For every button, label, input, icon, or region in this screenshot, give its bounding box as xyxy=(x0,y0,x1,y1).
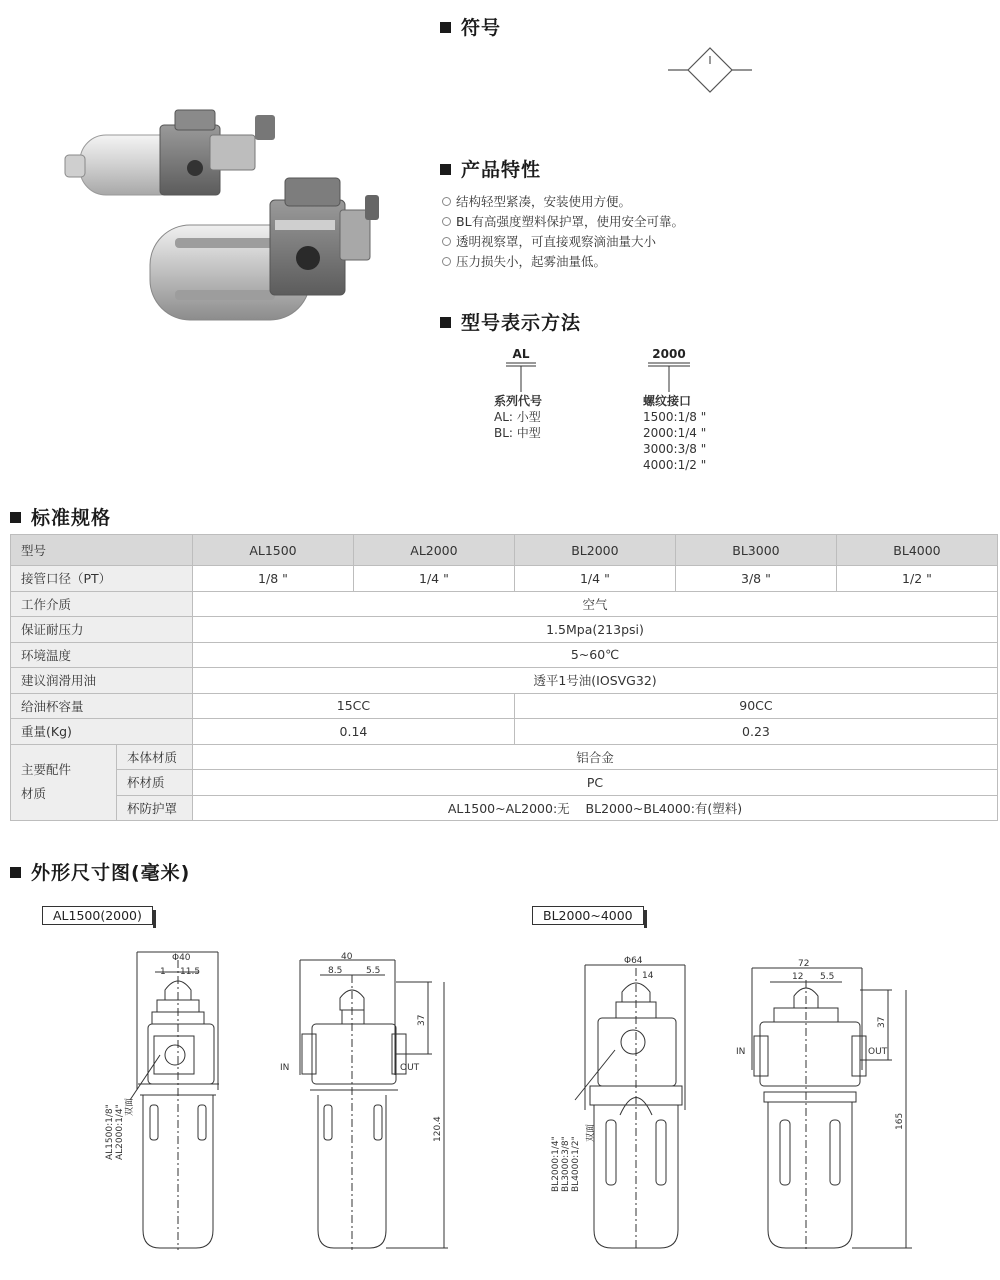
feature-item: 结构轻型紧凑，安装使用方便。 xyxy=(442,192,631,210)
ring-bullet-icon xyxy=(442,257,451,266)
material-label-line: 主要配件 xyxy=(21,762,72,778)
bullet-square-icon xyxy=(10,512,21,523)
bl-drawing-title: BL2000~4000 xyxy=(532,906,644,925)
al-front-dia: Φ40 xyxy=(172,953,191,963)
table-cell: PC xyxy=(193,770,998,796)
small-lubricator-image xyxy=(65,110,275,195)
table-cell: AL1500~AL2000:无 BL2000~BL4000:有(塑料) xyxy=(193,795,998,821)
table-header-row xyxy=(11,535,998,566)
table-row xyxy=(11,642,998,668)
al-side-out: OUT xyxy=(400,1063,420,1073)
table-header-cell: AL1500 xyxy=(193,535,354,566)
bl-front-faces: 双面 xyxy=(586,1123,596,1142)
al-front-port: AL2000:1/4" xyxy=(115,1104,125,1160)
al-side-h2: 120.4 xyxy=(433,1116,443,1142)
al-front-view xyxy=(130,952,219,1250)
spec-table xyxy=(10,534,998,821)
series-option: BL: 中型 xyxy=(494,426,541,440)
table-header-cell: BL4000 xyxy=(836,535,997,566)
table-row xyxy=(11,719,998,745)
series-code-label: 系列代号 xyxy=(494,394,543,408)
al-side-width: 40 xyxy=(341,952,353,962)
al-front-dim: 1 xyxy=(160,967,166,977)
table-row xyxy=(11,770,998,796)
table-row xyxy=(11,795,998,821)
ring-bullet-icon xyxy=(442,217,451,226)
table-row xyxy=(11,566,998,592)
bl-front-port: BL3000:3/8" xyxy=(561,1136,571,1192)
row-sublabel: 杯材质 xyxy=(117,770,193,796)
bullet-square-icon xyxy=(10,867,21,878)
al-side-h1: 37 xyxy=(417,1014,427,1026)
al-front-port: AL1500:1/8" xyxy=(105,1104,115,1160)
bl-side-out: OUT xyxy=(868,1047,888,1057)
table-row xyxy=(11,617,998,643)
row-label: 接管口径（PT） xyxy=(11,566,193,592)
table-cell: 铝合金 xyxy=(193,744,998,770)
thread-code-label: 螺纹接口 xyxy=(643,394,692,408)
table-cell: 0.14 xyxy=(193,719,515,745)
bl-side-in: IN xyxy=(736,1047,746,1057)
features-section-title: 产品特性 xyxy=(440,155,541,182)
feature-item: 透明视察罩，可直接观察滴油量大小 xyxy=(442,232,656,250)
series-option: AL: 小型 xyxy=(494,410,541,424)
ring-bullet-icon xyxy=(442,197,451,206)
row-label xyxy=(11,744,117,821)
thread-option: 4000:1/2 " xyxy=(643,458,707,472)
al-front-dim: 11.5 xyxy=(180,967,201,977)
bullet-square-icon xyxy=(440,22,451,33)
table-header-cell: AL2000 xyxy=(353,535,514,566)
table-cell: 0.23 xyxy=(514,719,997,745)
thread-code: 2000 xyxy=(652,347,686,361)
row-label: 给油杯容量 xyxy=(11,693,193,719)
table-cell: 透平1号油(IOSVG32) xyxy=(193,668,998,694)
table-cell: 1/2 " xyxy=(836,566,997,592)
al-side-in: IN xyxy=(280,1063,290,1073)
al-side-view xyxy=(300,960,448,1250)
row-sublabel: 杯防护罩 xyxy=(117,795,193,821)
table-cell: 90CC xyxy=(514,693,997,719)
table-row xyxy=(11,744,998,770)
table-cell: 5~60℃ xyxy=(193,642,998,668)
table-header-cell: BL3000 xyxy=(675,535,836,566)
bl-front-dia: Φ64 xyxy=(624,956,643,966)
thread-option: 3000:3/8 " xyxy=(643,442,707,456)
model-code-section-title: 型号表示方法 xyxy=(440,308,581,335)
row-label: 工作介质 xyxy=(11,591,193,617)
bl-side-dim: 5.5 xyxy=(820,972,835,982)
dimension-drawings xyxy=(0,930,1000,1275)
table-cell: 1.5Mpa(213psi) xyxy=(193,617,998,643)
table-row xyxy=(11,668,998,694)
large-lubricator-image xyxy=(150,178,379,320)
thread-option: 2000:1/4 " xyxy=(643,426,707,440)
row-sublabel: 本体材质 xyxy=(117,744,193,770)
bl-side-h1: 37 xyxy=(877,1016,887,1028)
table-row xyxy=(11,591,998,617)
al-side-dim: 5.5 xyxy=(366,966,381,976)
table-cell: 空气 xyxy=(193,591,998,617)
al-side-dim: 8.5 xyxy=(328,966,343,976)
row-label: 重量(Kg) xyxy=(11,719,193,745)
material-label-line: 材质 xyxy=(21,786,47,802)
table-cell: 15CC xyxy=(193,693,515,719)
thread-option: 1500:1/8 " xyxy=(643,410,707,424)
al-drawing-title: AL1500(2000) xyxy=(42,906,153,925)
table-header-cell: BL2000 xyxy=(514,535,675,566)
row-label: 建议润滑用油 xyxy=(11,668,193,694)
bl-front-port: BL4000:1/2" xyxy=(571,1136,581,1192)
bl-side-dim: 12 xyxy=(792,972,804,982)
table-cell: 1/8 " xyxy=(193,566,354,592)
bl-side-width: 72 xyxy=(798,959,810,969)
product-photo xyxy=(50,90,380,330)
lubricator-symbol xyxy=(660,40,760,100)
bl-front-view xyxy=(575,965,685,1250)
model-code-leader-lines xyxy=(500,362,700,394)
table-cell: 1/4 " xyxy=(353,566,514,592)
table-cell: 3/8 " xyxy=(675,566,836,592)
spec-section-title: 标准规格 xyxy=(10,503,111,530)
dimension-section-title: 外形尺寸图(毫米) xyxy=(10,858,190,885)
al-front-faces: 双面 xyxy=(125,1097,135,1116)
series-code: AL xyxy=(512,347,530,361)
feature-item: BL有高强度塑料保护罩，使用安全可靠。 xyxy=(442,212,684,230)
table-cell: 1/4 " xyxy=(514,566,675,592)
bullet-square-icon xyxy=(440,164,451,175)
feature-item: 压力损失小，起雾油量低。 xyxy=(442,252,606,270)
ring-bullet-icon xyxy=(442,237,451,246)
symbol-section-title: 符号 xyxy=(440,13,501,40)
bl-front-dim: 14 xyxy=(642,971,654,981)
table-header-cell: 型号 xyxy=(11,535,193,566)
bl-side-h2: 165 xyxy=(895,1112,905,1130)
bl-front-port: BL2000:1/4" xyxy=(551,1136,561,1192)
bullet-square-icon xyxy=(440,317,451,328)
table-row xyxy=(11,693,998,719)
row-label: 环境温度 xyxy=(11,642,193,668)
bl-side-view xyxy=(752,968,912,1250)
row-label: 保证耐压力 xyxy=(11,617,193,643)
